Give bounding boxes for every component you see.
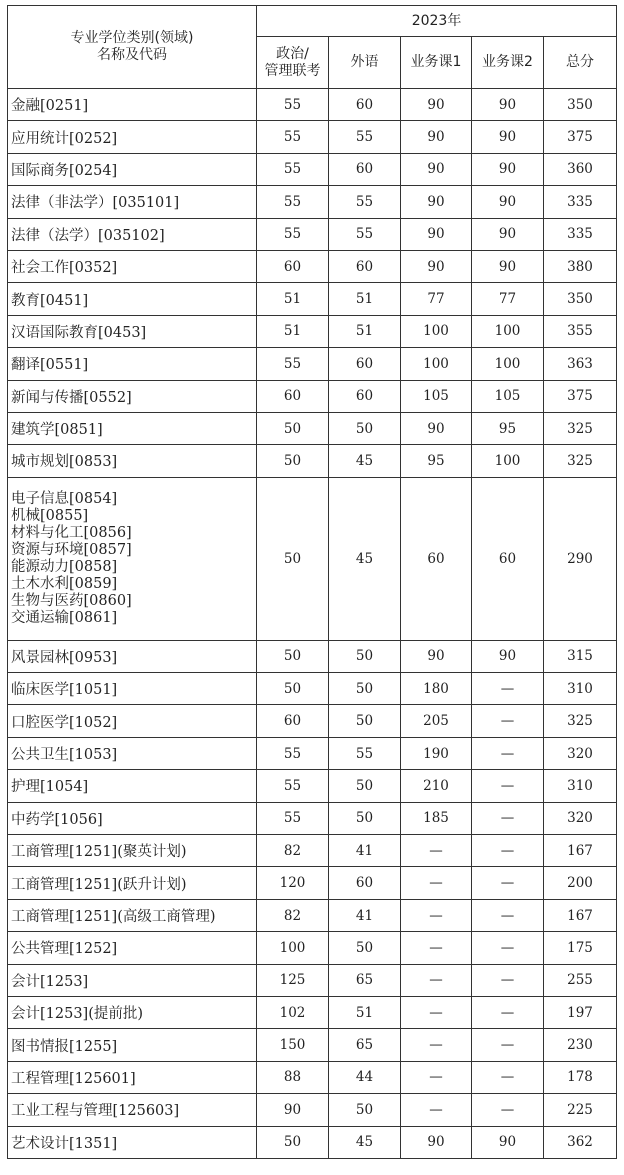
- course1-score: 90: [401, 218, 472, 250]
- program-name: 工商管理[1251](跃升计划): [8, 867, 257, 899]
- foreign-score: 60: [329, 380, 401, 412]
- politics-score: 50: [257, 1126, 329, 1158]
- table-row-engineering: [8, 477, 617, 640]
- course2-score: 100: [472, 315, 544, 347]
- foreign-score: 60: [329, 348, 401, 380]
- table-body-lower: [8, 640, 617, 1158]
- table-row: [8, 380, 617, 412]
- program-name: 会计[1253]: [8, 964, 257, 996]
- foreign-score: 50: [329, 1094, 401, 1126]
- course1-score: 90: [401, 153, 472, 185]
- total-score: 325: [544, 412, 617, 444]
- total-score: 375: [544, 121, 617, 153]
- course1-score: 90: [401, 1126, 472, 1158]
- course1-score: —: [401, 1094, 472, 1126]
- course1-score: —: [401, 1029, 472, 1061]
- course1-score: 185: [401, 802, 472, 834]
- total-score: 335: [544, 218, 617, 250]
- politics-score: 50: [257, 445, 329, 477]
- course2-score: 90: [472, 89, 544, 121]
- foreign-score: 50: [329, 673, 401, 705]
- foreign-score: 50: [329, 802, 401, 834]
- politics-score: 50: [257, 477, 329, 640]
- table-row: [8, 89, 617, 121]
- foreign-score: 45: [329, 1126, 401, 1158]
- course2-score: —: [472, 835, 544, 867]
- total-score: 362: [544, 1126, 617, 1158]
- table-row: [8, 964, 617, 996]
- total-header: 总分: [544, 37, 617, 89]
- course1-score: 190: [401, 737, 472, 769]
- table-row: [8, 445, 617, 477]
- course2-score: 90: [472, 218, 544, 250]
- course1-score: —: [401, 996, 472, 1028]
- total-score: 350: [544, 89, 617, 121]
- course2-header: 业务课2: [472, 37, 544, 89]
- program-name: 土木水利[0859]: [11, 575, 118, 592]
- table-row: [8, 1029, 617, 1061]
- politics-score: 150: [257, 1029, 329, 1061]
- table-row: [8, 283, 617, 315]
- course2-score: —: [472, 932, 544, 964]
- program-name: 临床医学[1051]: [8, 673, 257, 705]
- foreign-score: 55: [329, 121, 401, 153]
- course2-score: —: [472, 673, 544, 705]
- program-name: 城市规划[0853]: [8, 445, 257, 477]
- total-score: 335: [544, 186, 617, 218]
- table-row: [8, 1094, 617, 1126]
- politics-score: 60: [257, 380, 329, 412]
- foreign-score: 60: [329, 153, 401, 185]
- table-row: [8, 315, 617, 347]
- foreign-score: 60: [329, 250, 401, 282]
- program-name: 翻译[0551]: [8, 348, 257, 380]
- politics-score: 82: [257, 835, 329, 867]
- total-score: 197: [544, 996, 617, 1028]
- course2-score: —: [472, 737, 544, 769]
- course1-score: 105: [401, 380, 472, 412]
- course2-score: 105: [472, 380, 544, 412]
- course2-score: 100: [472, 445, 544, 477]
- course2-score: —: [472, 705, 544, 737]
- total-score: 350: [544, 283, 617, 315]
- table-row: [8, 640, 617, 672]
- program-name: 法律（法学）[035102]: [8, 218, 257, 250]
- foreign-score: 45: [329, 445, 401, 477]
- program-name: 工业工程与管理[125603]: [8, 1094, 257, 1126]
- total-score: 225: [544, 1094, 617, 1126]
- course2-score: —: [472, 1029, 544, 1061]
- foreign-score: 60: [329, 867, 401, 899]
- foreign-score: 41: [329, 835, 401, 867]
- politics-score: 55: [257, 121, 329, 153]
- table-body-multi: [8, 477, 617, 640]
- course1-score: —: [401, 932, 472, 964]
- program-name: 口腔医学[1052]: [8, 705, 257, 737]
- course2-score: 90: [472, 640, 544, 672]
- total-score: 310: [544, 673, 617, 705]
- politics-score: 55: [257, 770, 329, 802]
- foreign-score: 65: [329, 964, 401, 996]
- course2-score: —: [472, 802, 544, 834]
- program-name: 护理[1054]: [8, 770, 257, 802]
- course1-score: 90: [401, 640, 472, 672]
- course1-score: 205: [401, 705, 472, 737]
- politics-score: 55: [257, 218, 329, 250]
- engineering-names-cell: [8, 477, 257, 640]
- program-name: 材料与化工[0856]: [11, 524, 132, 541]
- politics-score: 90: [257, 1094, 329, 1126]
- program-name: 教育[0451]: [8, 283, 257, 315]
- program-name: 工商管理[1251](高级工商管理): [8, 899, 257, 931]
- program-name: 图书情报[1255]: [8, 1029, 257, 1061]
- politics-header: [257, 37, 329, 89]
- table-row: [8, 1126, 617, 1158]
- politics-score: 120: [257, 867, 329, 899]
- politics-score: 55: [257, 153, 329, 185]
- course2-score: —: [472, 996, 544, 1028]
- table-row: [8, 835, 617, 867]
- foreign-score: 55: [329, 186, 401, 218]
- course1-score: 100: [401, 315, 472, 347]
- total-score: 200: [544, 867, 617, 899]
- table-row: [8, 673, 617, 705]
- course1-score: —: [401, 964, 472, 996]
- table-row: [8, 121, 617, 153]
- category-header: [8, 6, 257, 89]
- course2-score: —: [472, 867, 544, 899]
- course2-score: —: [472, 899, 544, 931]
- course1-score: —: [401, 1061, 472, 1093]
- course2-score: 90: [472, 186, 544, 218]
- program-name: 国际商务[0254]: [8, 153, 257, 185]
- course1-score: 90: [401, 121, 472, 153]
- foreign-score: 55: [329, 218, 401, 250]
- course2-score: —: [472, 1061, 544, 1093]
- foreign-score: 50: [329, 932, 401, 964]
- program-name: 汉语国际教育[0453]: [8, 315, 257, 347]
- table-row: [8, 867, 617, 899]
- program-name: 交通运输[0861]: [11, 609, 118, 626]
- total-score: 167: [544, 835, 617, 867]
- foreign-score: 55: [329, 737, 401, 769]
- total-score: 310: [544, 770, 617, 802]
- course1-score: 90: [401, 412, 472, 444]
- total-score: 255: [544, 964, 617, 996]
- program-name: 中药学[1056]: [8, 802, 257, 834]
- politics-score: 60: [257, 705, 329, 737]
- politics-score: 102: [257, 996, 329, 1028]
- total-score: 375: [544, 380, 617, 412]
- foreign-score: 51: [329, 283, 401, 315]
- program-name: 工程管理[125601]: [8, 1061, 257, 1093]
- table-row: [8, 737, 617, 769]
- politics-header-line2: 管理联考: [264, 62, 321, 79]
- score-table: [7, 5, 617, 1159]
- program-name: 机械[0855]: [11, 507, 89, 524]
- program-name: 生物与医药[0860]: [11, 592, 132, 609]
- course2-score: 90: [472, 1126, 544, 1158]
- course1-score: 60: [401, 477, 472, 640]
- program-name: 金融[0251]: [8, 89, 257, 121]
- total-score: 315: [544, 640, 617, 672]
- program-name: 工商管理[1251](聚英计划): [8, 835, 257, 867]
- course2-score: 90: [472, 250, 544, 282]
- year-header: 2023年: [257, 6, 617, 37]
- course2-score: 60: [472, 477, 544, 640]
- politics-score: 51: [257, 315, 329, 347]
- table-row: [8, 802, 617, 834]
- course1-score: —: [401, 867, 472, 899]
- foreign-score: 60: [329, 89, 401, 121]
- course1-header: 业务课1: [401, 37, 472, 89]
- table-row: [8, 186, 617, 218]
- politics-score: 88: [257, 1061, 329, 1093]
- total-score: 360: [544, 153, 617, 185]
- course1-score: —: [401, 899, 472, 931]
- foreign-score: 41: [329, 899, 401, 931]
- total-score: 355: [544, 315, 617, 347]
- program-name: 新闻与传播[0552]: [8, 380, 257, 412]
- total-score: 230: [544, 1029, 617, 1061]
- course1-score: 90: [401, 186, 472, 218]
- table-row: [8, 770, 617, 802]
- politics-score: 55: [257, 348, 329, 380]
- course1-score: 77: [401, 283, 472, 315]
- foreign-score: 65: [329, 1029, 401, 1061]
- politics-score: 55: [257, 737, 329, 769]
- course1-score: 100: [401, 348, 472, 380]
- table-row: [8, 250, 617, 282]
- politics-score: 100: [257, 932, 329, 964]
- course1-score: 90: [401, 89, 472, 121]
- politics-score: 51: [257, 283, 329, 315]
- table-header: [8, 6, 617, 89]
- total-score: 380: [544, 250, 617, 282]
- politics-score: 50: [257, 640, 329, 672]
- table-row: [8, 899, 617, 931]
- table-body-upper: [8, 89, 617, 478]
- course1-score: 210: [401, 770, 472, 802]
- program-name: 电子信息[0854]: [11, 490, 118, 507]
- politics-score: 60: [257, 250, 329, 282]
- program-name: 社会工作[0352]: [8, 250, 257, 282]
- course2-score: —: [472, 1094, 544, 1126]
- course2-score: 100: [472, 348, 544, 380]
- foreign-score: 50: [329, 412, 401, 444]
- politics-score: 82: [257, 899, 329, 931]
- total-score: 325: [544, 445, 617, 477]
- program-name: 公共卫生[1053]: [8, 737, 257, 769]
- table-row: [8, 153, 617, 185]
- program-name: 能源动力[0858]: [11, 558, 118, 575]
- foreign-score: 51: [329, 315, 401, 347]
- course2-score: 90: [472, 121, 544, 153]
- course1-score: 95: [401, 445, 472, 477]
- politics-header-line1: 政治/: [276, 45, 309, 62]
- program-name: 应用统计[0252]: [8, 121, 257, 153]
- foreign-score: 50: [329, 705, 401, 737]
- table-row: [8, 996, 617, 1028]
- total-score: 167: [544, 899, 617, 931]
- politics-score: 55: [257, 802, 329, 834]
- foreign-score: 44: [329, 1061, 401, 1093]
- course2-score: 77: [472, 283, 544, 315]
- foreign-score: 51: [329, 996, 401, 1028]
- politics-score: 50: [257, 412, 329, 444]
- foreign-score: 50: [329, 640, 401, 672]
- foreign-header: 外语: [329, 37, 401, 89]
- politics-score: 125: [257, 964, 329, 996]
- table-row: [8, 218, 617, 250]
- total-score: 290: [544, 477, 617, 640]
- course1-score: 90: [401, 250, 472, 282]
- foreign-score: 50: [329, 770, 401, 802]
- table-row: [8, 932, 617, 964]
- program-name: 风景园林[0953]: [8, 640, 257, 672]
- course1-score: 180: [401, 673, 472, 705]
- program-name: 公共管理[1252]: [8, 932, 257, 964]
- total-score: 178: [544, 1061, 617, 1093]
- category-header-line2: 名称及代码: [97, 47, 167, 63]
- course1-score: —: [401, 835, 472, 867]
- table-row: [8, 412, 617, 444]
- course2-score: —: [472, 770, 544, 802]
- table-row: [8, 1061, 617, 1093]
- total-score: 320: [544, 802, 617, 834]
- total-score: 325: [544, 705, 617, 737]
- program-name: 法律（非法学）[035101]: [8, 186, 257, 218]
- politics-score: 50: [257, 673, 329, 705]
- table-row: [8, 348, 617, 380]
- table-row: [8, 705, 617, 737]
- category-header-line1: 专业学位类别(领域): [70, 30, 194, 46]
- program-name: 资源与环境[0857]: [11, 541, 132, 558]
- total-score: 320: [544, 737, 617, 769]
- total-score: 363: [544, 348, 617, 380]
- course2-score: 90: [472, 153, 544, 185]
- course2-score: —: [472, 964, 544, 996]
- course2-score: 95: [472, 412, 544, 444]
- total-score: 175: [544, 932, 617, 964]
- politics-score: 55: [257, 89, 329, 121]
- program-name: 建筑学[0851]: [8, 412, 257, 444]
- politics-score: 55: [257, 186, 329, 218]
- foreign-score: 45: [329, 477, 401, 640]
- program-name: 会计[1253](提前批): [8, 996, 257, 1028]
- program-name: 艺术设计[1351]: [8, 1126, 257, 1158]
